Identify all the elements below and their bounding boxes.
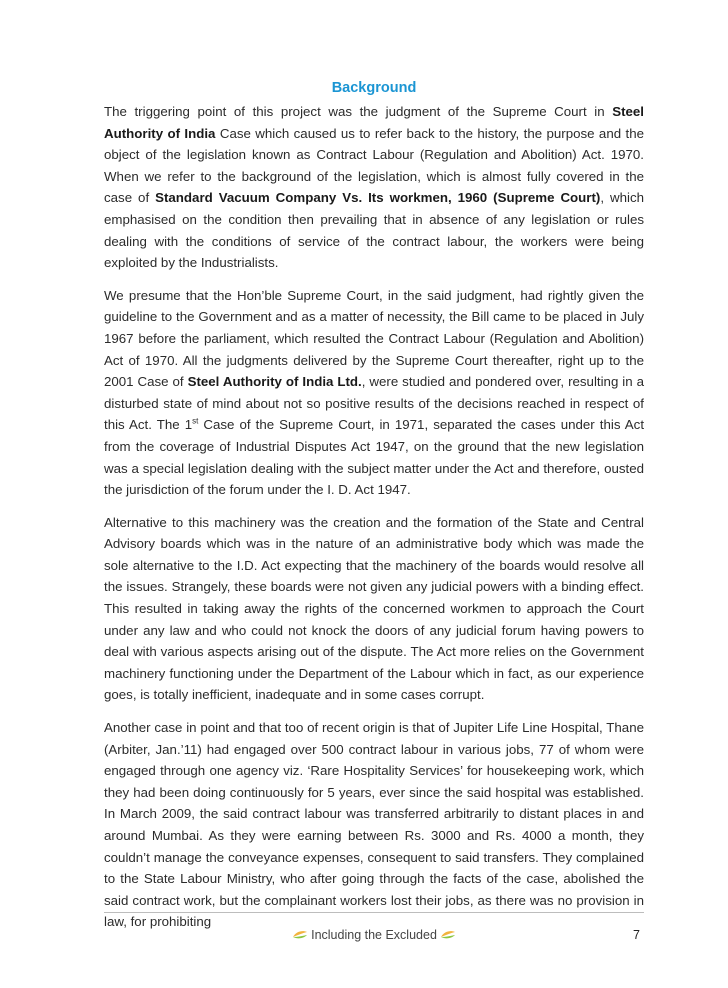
- paragraph-3: [104, 512, 644, 706]
- text-run: , were studied and pondered over, resulting in a disturbed state of mind about not so positive results of the decisions reached in respect of this Act. The 1: [104, 374, 644, 433]
- text-run: Case of the Supreme Court, in 1971, separated the cases under this Act from the coverage of Industrial Disputes Act 1947, on the ground that the new legislation was a special legislation dealing with the subject matter under the Act and therefore, ousted the jurisdiction of the forum under the I. D. Act 1947.: [104, 417, 645, 498]
- text-run: The triggering point of this project was the judgment of the Supreme Court in: [104, 104, 613, 119]
- text-run: Another case in point and that too of recent origin is that of Jupiter Life Line Hospital, Thane (Arbiter, Jan.’11) had engaged over 500 contract labour in various jobs, 77 of whom were engaged through one agency viz. ‘Rare Hospitality Services’ for housekeeping work, which they had been doing continuously for 5 years, ever since the said hospital was established. In March 2009, the said contract labour was transferred arbitrarily to distant places in and around Mumbai. As they were earning between Rs. 3000 and Rs. 4000 a month, they couldn’t manage the conveyance expenses, consequent to said transfers. They complained to the State Labour Ministry, who after going through the facts of the case, abolished the said contract work, but the complainant workers lost their jobs, as there was no provision in law, for prohibiting: [104, 720, 644, 930]
- footer-divider: [104, 912, 644, 913]
- paragraph-1: [104, 101, 644, 274]
- leaf-icon: [440, 930, 456, 940]
- text-run: , which emphasised on the condition then prevailing that in absence of any legislation or rules dealing with the conditions of service of the contract labour, the workers were being exploited by the Industrialists.: [104, 190, 644, 271]
- page-footer: [104, 928, 644, 944]
- leaf-icon: [292, 930, 308, 940]
- section-heading: Background: [331, 80, 417, 96]
- text-run: We presume that the Hon’ble Supreme Court, in the said judgment, had rightly given the guideline to the Government and as a matter of necessity, the Bill came to be placed in July 1967 before the parliament, which resulted the Contract Labour (Regulation and Abolition) Act of 1970. All the judgments delivered by the Supreme Court thereafter, right up to the 2001 Case of: [104, 287, 644, 390]
- paragraph-2: [104, 285, 644, 501]
- text-run: Case which caused us to refer back to the history, the purpose and the object of the legislation known as Contract Labour (Regulation and Abolition) Act. 1970. When we refer to the background of the legislation, which is almost fully covered in the case of: [104, 125, 644, 206]
- body-text: [104, 101, 644, 944]
- bold-text: Standard Vacuum Company Vs. Its workmen, 1960 (Supreme Court): [155, 190, 601, 206]
- superscript-text: st: [192, 416, 199, 426]
- text-run: Alternative to this machinery was the creation and the formation of the State and Central Advisory boards which was in the nature of an administrative body which was made the sole alternative to the I.D. Act expecting that the machinery of the boards would resolve all the issues. Strangely, these boards were not given any judicial powers with a binding effect. This resulted in taking away the rights of the concerned workmen to approach the Court under any law and who could not knock the doors of any judicial forum having powers to deal with various aspects arising out of the dispute. The Act more relies on the Government machinery functioning under the Department of the Labour which in fact, as our experience goes, is totally inefficient, inadequate and in some cases corrupt.: [104, 514, 644, 703]
- bold-text: Steel Authority of India Ltd.: [187, 374, 362, 390]
- footer-title: Including the Excluded: [311, 928, 437, 942]
- page-number: 7: [633, 928, 640, 942]
- bold-text: Steel Authority of India: [104, 104, 644, 141]
- footer-title-group: [104, 928, 644, 942]
- paragraph-4: [104, 717, 644, 933]
